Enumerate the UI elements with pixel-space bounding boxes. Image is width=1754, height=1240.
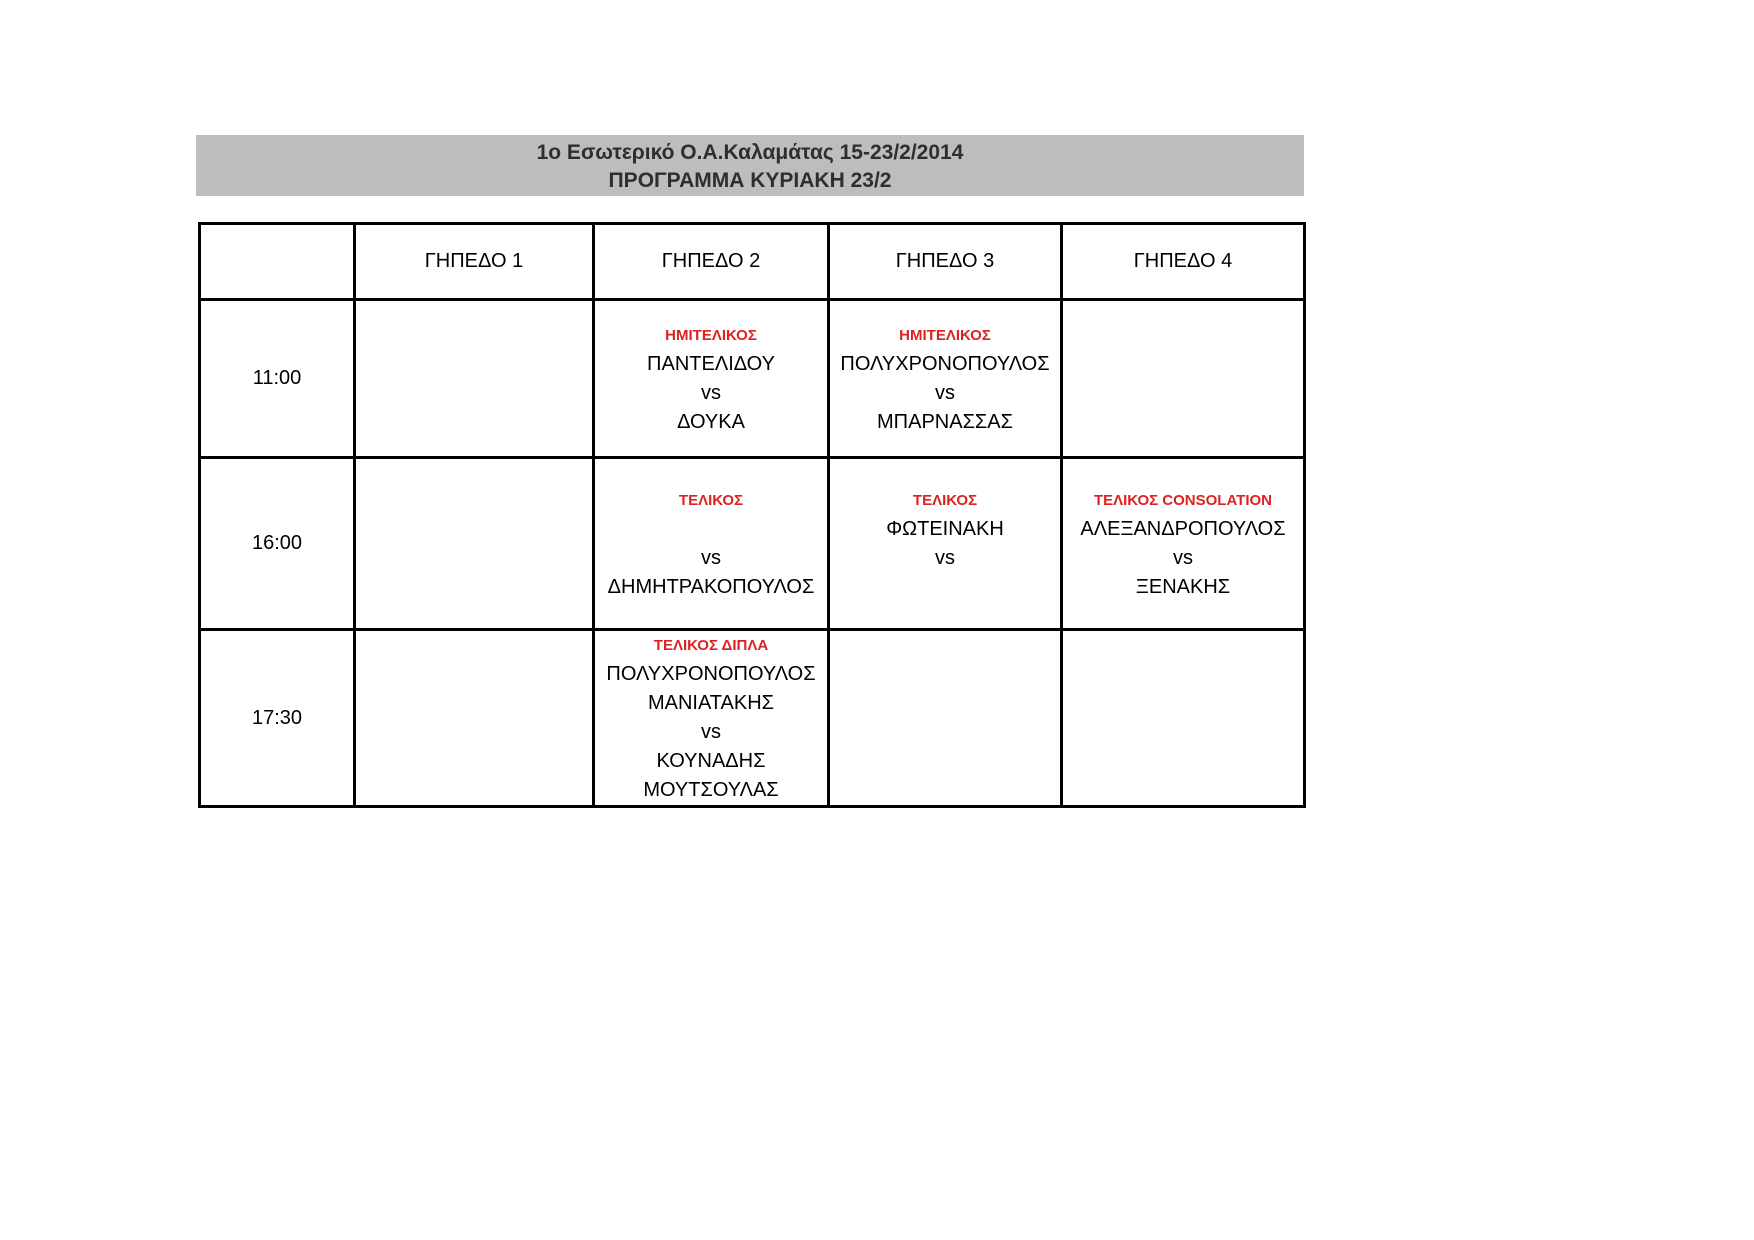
- column-header-court-4: ΓΗΠΕΔΟ 4: [1062, 224, 1305, 300]
- player-name: ΔΗΜΗΤΡΑΚΟΠΟΥΛΟΣ: [607, 575, 815, 598]
- player-name: ΜΑΝΙΑΤΑΚΗΣ: [647, 692, 775, 714]
- player-name: [595, 515, 827, 544]
- match-cell-court-2: [594, 458, 829, 630]
- match-cell-court-1: [355, 300, 594, 458]
- vs-label: vs: [1173, 546, 1193, 569]
- player-name: ΜΠΑΡΝΑΣΣΑΣ: [877, 410, 1013, 433]
- match-cell-court-4: [1062, 300, 1305, 458]
- table-row-1730: [200, 630, 1305, 807]
- vs-label: vs: [701, 721, 721, 743]
- match-cell-court-1: [355, 458, 594, 630]
- player-name: ΦΩΤΕΙΝΑΚΗ: [886, 517, 1004, 540]
- vs-label: vs: [701, 381, 721, 404]
- match-stage-label: ΤΕΛΙΚΟΣ: [912, 491, 978, 509]
- player-name: ΑΛΕΞΑΝΔΡΟΠΟΥΛΟΣ: [1080, 517, 1286, 540]
- player-name: ΜΟΥΤΣΟΥΛΑΣ: [643, 779, 779, 801]
- vs-label: vs: [701, 546, 721, 569]
- match-stage-label: ΗΜΙΤΕΛΙΚΟΣ: [899, 326, 991, 344]
- player-name: ΠΟΛΥΧΡΟΝΟΠΟΥΛΟΣ: [840, 352, 1050, 375]
- match-stage-label: ΤΕΛΙΚΟΣ: [678, 491, 744, 509]
- document-title: 1ο Εσωτερικό Ο.Α.Καλαμάτας 15-23/2/2014: [536, 141, 964, 164]
- table-row-1100: [200, 300, 1305, 458]
- match-cell-court-3: [829, 458, 1062, 630]
- vs-label: vs: [935, 546, 955, 569]
- schedule-table: [198, 222, 1306, 808]
- match-stage-label: ΤΕΛΙΚΟΣ ΔΙΠΛΑ: [653, 637, 769, 654]
- match-cell-court-3: [829, 630, 1062, 807]
- header-row: [200, 224, 1305, 300]
- vs-label: vs: [935, 381, 955, 404]
- match-cell-court-2: [594, 630, 829, 807]
- time-cell: 17:30: [200, 630, 355, 807]
- player-name: ΔΟΥΚΑ: [677, 410, 745, 433]
- match-cell-court-2: [594, 300, 829, 458]
- time-cell: 16:00: [200, 458, 355, 630]
- player-name: ΠΑΝΤΕΛΙΔΟΥ: [647, 352, 775, 375]
- column-header-court-1: ΓΗΠΕΔΟ 1: [355, 224, 594, 300]
- player-name: ΚΟΥΝΑΔΗΣ: [656, 750, 766, 772]
- match-stage-label: ΤΕΛΙΚΟΣ CONSOLATION: [1093, 491, 1273, 509]
- title-banner: [196, 135, 1304, 196]
- time-cell: 11:00: [200, 300, 355, 458]
- player-name: ΠΟΛΥΧΡΟΝΟΠΟΥΛΟΣ: [606, 663, 816, 685]
- corner-cell: [200, 224, 355, 300]
- match-stage-label: ΗΜΙΤΕΛΙΚΟΣ: [665, 326, 757, 344]
- column-header-court-3: ΓΗΠΕΔΟ 3: [829, 224, 1062, 300]
- player-name: ΞΕΝΑΚΗΣ: [1135, 575, 1231, 598]
- match-cell-court-3: [829, 300, 1062, 458]
- document-subtitle: ΠΡΟΓΡΑΜΜΑ ΚΥΡΙΑΚΗ 23/2: [608, 169, 892, 192]
- match-cell-court-4: [1062, 458, 1305, 630]
- match-cell-court-1: [355, 630, 594, 807]
- table-row-1600: [200, 458, 1305, 630]
- match-cell-court-4: [1062, 630, 1305, 807]
- column-header-court-2: ΓΗΠΕΔΟ 2: [594, 224, 829, 300]
- player-name: [830, 573, 1060, 602]
